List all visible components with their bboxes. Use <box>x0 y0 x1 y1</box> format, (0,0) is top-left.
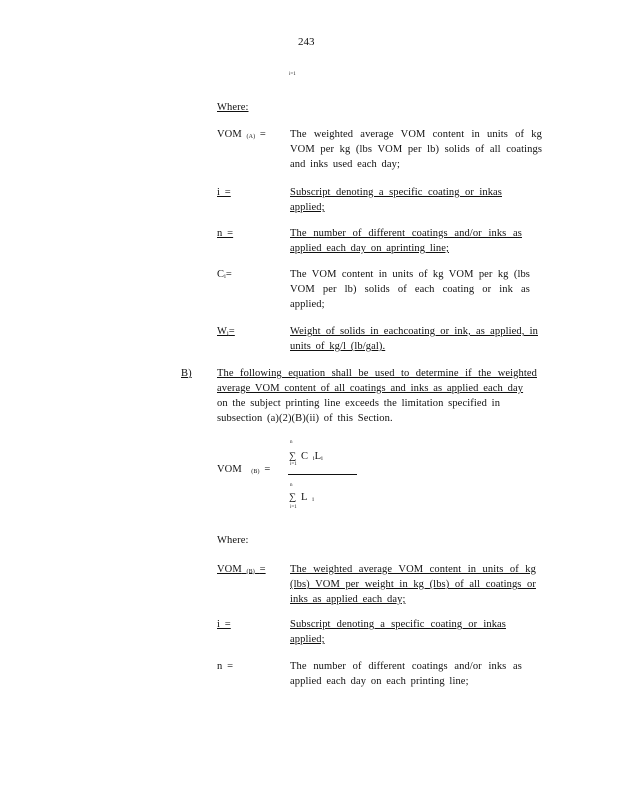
numerator-upper-limit: n <box>290 440 293 445</box>
def-text-i-b: Subscript denoting a specific coating or inkas applied; <box>290 619 506 645</box>
def-text-ci: The VOM content in units of kg VOM per kg (lbs VOM per lb) solids of each coating or ink as applied; <box>290 269 530 310</box>
numerator-body: ∑ C iLi <box>289 451 323 462</box>
def-term-wi: Wi= <box>217 326 235 337</box>
denominator-lower-limit: i=1 <box>290 505 297 510</box>
def-term-i-b: i = <box>217 619 231 630</box>
page-number: 243 <box>298 36 315 48</box>
def-text-n: The number of different coatings and/or inks as applied each day on aprinting line; <box>290 228 522 254</box>
sum-lower-index-fragment: i=1 <box>289 72 296 77</box>
fraction-bar <box>288 474 357 475</box>
sum-symbol-icon: ∑ <box>289 492 297 503</box>
where-label: Where: <box>217 535 249 546</box>
def-text-i: Subscript denoting a specific coating or inkas applied; <box>290 187 502 213</box>
section-b-text-cont: on the subject printing line exceeds the limitation specified in subsection (a)(2)(B)(ii) of this Section. <box>217 398 501 424</box>
sum-symbol-icon: ∑ <box>289 451 297 462</box>
numerator-lower-limit: i=1 <box>290 462 297 467</box>
def-text-wi: Weight of solids in eachcoating or ink, as applied, in units of kg/l (lb/gal). <box>290 326 538 352</box>
def-term-n-b: n = <box>217 661 234 672</box>
def-term-n: n = <box>217 228 234 239</box>
section-b-text: The following equation shall be used to determine if the weighted average VOM content of all coatings and inks as applied each day <box>217 368 537 394</box>
def-term-vom-a: VOM (A) = <box>217 129 266 140</box>
denominator-body: ∑ L i <box>289 492 314 503</box>
def-term-vom-b: VOM (B) = <box>217 564 266 575</box>
denominator-upper-limit: n <box>290 483 293 488</box>
section-b-label: B) <box>181 368 192 379</box>
def-text-vom-a: The weighted average VOM content in units of kg VOM per kg (lbs VOM per lb) solids of all coatings and inks used each day; <box>290 129 542 170</box>
def-term-ci: Ci= <box>217 269 232 280</box>
where-label: Where: <box>217 102 249 113</box>
def-text-n-b: The number of different coatings and/or inks as applied each day on each printing line; <box>290 661 522 687</box>
formula-lhs: VOM (B) = <box>217 464 271 475</box>
def-text-vom-b: The weighted average VOM content in units of kg (lbs) VOM per weight in kg (lbs) of all coatings or inks as applied each day; <box>290 564 536 605</box>
def-term-i: i = <box>217 187 231 198</box>
